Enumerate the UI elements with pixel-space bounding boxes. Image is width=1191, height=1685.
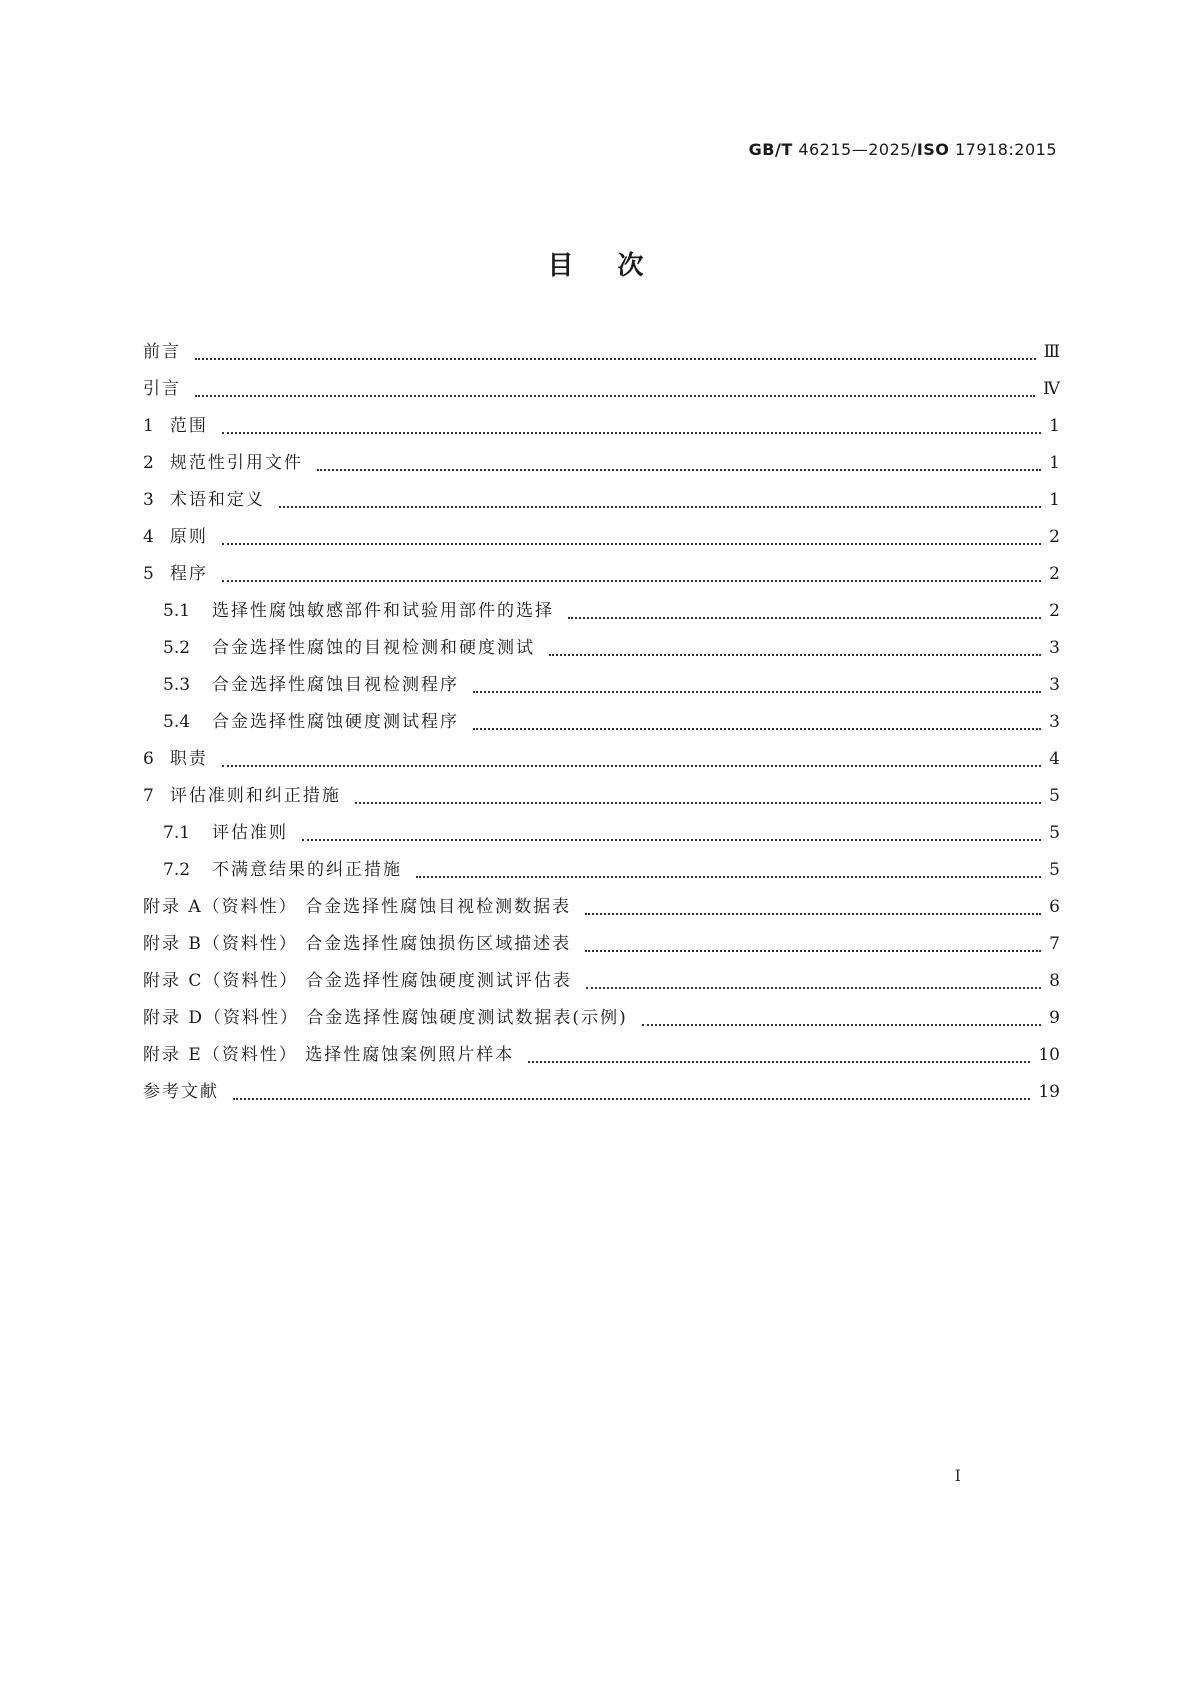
toc-leader-dots: [317, 469, 1041, 471]
toc-entry[interactable]: [143, 744, 1060, 781]
toc-entry[interactable]: [143, 818, 1060, 855]
page-title: 目次: [547, 251, 688, 281]
table-of-contents: [143, 337, 1060, 1114]
toc-entry[interactable]: [143, 892, 1060, 929]
toc-entry-label: 参考文献: [143, 1082, 219, 1102]
toc-entry-label: 评估准则: [212, 823, 289, 843]
page-number: Ⅰ: [954, 1466, 961, 1485]
toc-entry-label: 评估准则和纠正措施: [169, 786, 341, 806]
code-iso: ISO: [916, 140, 950, 159]
toc-entry[interactable]: [143, 707, 1060, 744]
toc-leader-dots: [585, 913, 1041, 915]
toc-leader-dots: [568, 617, 1041, 619]
toc-entry[interactable]: [143, 559, 1060, 596]
standard-code: [749, 140, 1057, 159]
toc-entry-label: 不满意结果的纠正措施: [212, 860, 403, 880]
toc-leader-dots: [195, 395, 1035, 397]
toc-entry-page: 7: [1049, 934, 1060, 954]
toc-entry-label: 附录 E（资料性） 选择性腐蚀案例照片样本: [143, 1045, 515, 1065]
toc-entry-page: Ⅲ: [1043, 342, 1060, 362]
toc-entry[interactable]: [143, 411, 1060, 448]
toc-entry-label: 职责: [169, 749, 208, 769]
toc-entry-label: 原则: [169, 527, 208, 547]
toc-entry-page: 3: [1049, 675, 1060, 695]
toc-entry-label: 合金选择性腐蚀硬度测试程序: [212, 712, 460, 732]
code-prefix: GB/T: [748, 140, 793, 159]
toc-leader-dots: [233, 1098, 1030, 1100]
toc-entry[interactable]: [143, 929, 1060, 966]
toc-entry-page: 2: [1049, 564, 1060, 584]
toc-leader-dots: [222, 432, 1041, 434]
toc-entry-page: 1: [1049, 416, 1060, 436]
toc-entry[interactable]: [143, 1077, 1060, 1114]
toc-entry-page: 2: [1049, 527, 1060, 547]
toc-entry-page: 5: [1049, 786, 1060, 806]
toc-leader-dots: [586, 987, 1041, 989]
toc-leader-dots: [585, 950, 1041, 952]
toc-entry-label: 附录 A（资料性） 合金选择性腐蚀目视检测数据表: [143, 897, 572, 917]
toc-leader-dots: [355, 802, 1041, 804]
toc-leader-dots: [302, 839, 1041, 841]
toc-entry-page: Ⅳ: [1043, 379, 1060, 399]
toc-entry-page: 1: [1049, 490, 1060, 510]
toc-entry-number: 5.2: [163, 638, 191, 658]
toc-leader-dots: [279, 506, 1041, 508]
toc-entry-number: 7: [143, 786, 154, 806]
toc-entry-page: 19: [1038, 1082, 1060, 1102]
toc-entry-number: 6: [143, 749, 154, 769]
toc-entry-number: 1: [143, 416, 154, 436]
toc-entry-page: 10: [1038, 1045, 1060, 1065]
toc-entry-label: 前言: [143, 342, 181, 362]
toc-entry[interactable]: [143, 374, 1060, 411]
toc-entry[interactable]: [143, 1040, 1060, 1077]
toc-entry-page: 3: [1049, 712, 1060, 732]
toc-leader-dots: [549, 654, 1041, 656]
toc-entry-number: 7.2: [163, 860, 191, 880]
toc-entry-label: 程序: [169, 564, 208, 584]
toc-leader-dots: [195, 358, 1036, 360]
toc-entry-number: 4: [143, 527, 154, 547]
toc-entry-number: 7.1: [163, 823, 191, 843]
toc-entry[interactable]: [143, 522, 1060, 559]
toc-entry-number: 5.3: [163, 675, 191, 695]
toc-entry-label: 附录 C（资料性） 合金选择性腐蚀硬度测试评估表: [143, 971, 572, 991]
toc-leader-dots: [528, 1061, 1030, 1063]
toc-entry-page: 2: [1049, 601, 1060, 621]
toc-entry-page: 8: [1049, 971, 1060, 991]
toc-entry-number: 3: [143, 490, 154, 510]
toc-entry-page: 3: [1049, 638, 1060, 658]
toc-entry-number: 5.4: [163, 712, 191, 732]
toc-entry-label: 附录 D（资料性） 合金选择性腐蚀硬度测试数据表(示例): [143, 1008, 628, 1028]
toc-entry-page: 4: [1049, 749, 1060, 769]
toc-leader-dots: [222, 543, 1041, 545]
toc-leader-dots: [222, 580, 1041, 582]
toc-entry-label: 术语和定义: [169, 490, 265, 510]
code-iso-number: 17918:2015: [949, 140, 1057, 159]
toc-entry-label: 附录 B（资料性） 合金选择性腐蚀损伤区域描述表: [143, 934, 572, 954]
code-number: 46215—2025/: [792, 140, 917, 159]
toc-entry[interactable]: [143, 337, 1060, 374]
toc-entry[interactable]: [143, 485, 1060, 522]
toc-leader-dots: [642, 1024, 1041, 1026]
toc-entry-label: 合金选择性腐蚀的目视检测和硬度测试: [212, 638, 536, 658]
toc-leader-dots: [473, 691, 1041, 693]
toc-entry-label: 范围: [169, 416, 208, 436]
toc-entry-page: 5: [1049, 823, 1060, 843]
toc-entry-number: 5: [143, 564, 154, 584]
toc-entry[interactable]: [143, 633, 1060, 670]
toc-entry[interactable]: [143, 448, 1060, 485]
toc-entry[interactable]: [143, 1003, 1060, 1040]
toc-entry[interactable]: [143, 670, 1060, 707]
toc-entry[interactable]: [143, 596, 1060, 633]
toc-leader-dots: [416, 876, 1041, 878]
toc-entry[interactable]: [143, 781, 1060, 818]
toc-entry[interactable]: [143, 966, 1060, 1003]
toc-entry-page: 5: [1049, 860, 1060, 880]
toc-entry-page: 1: [1049, 453, 1060, 473]
toc-entry-page: 6: [1049, 897, 1060, 917]
toc-entry-label: 规范性引用文件: [169, 453, 303, 473]
toc-leader-dots: [222, 765, 1041, 767]
toc-entry-label: 选择性腐蚀敏感部件和试验用部件的选择: [212, 601, 555, 621]
toc-entry-number: 5.1: [163, 601, 191, 621]
toc-entry-label: 合金选择性腐蚀目视检测程序: [212, 675, 460, 695]
toc-entry-page: 9: [1049, 1008, 1060, 1028]
toc-entry-label: 引言: [143, 379, 181, 399]
toc-entry-number: 2: [143, 453, 154, 473]
toc-leader-dots: [473, 728, 1041, 730]
toc-entry[interactable]: [143, 855, 1060, 892]
